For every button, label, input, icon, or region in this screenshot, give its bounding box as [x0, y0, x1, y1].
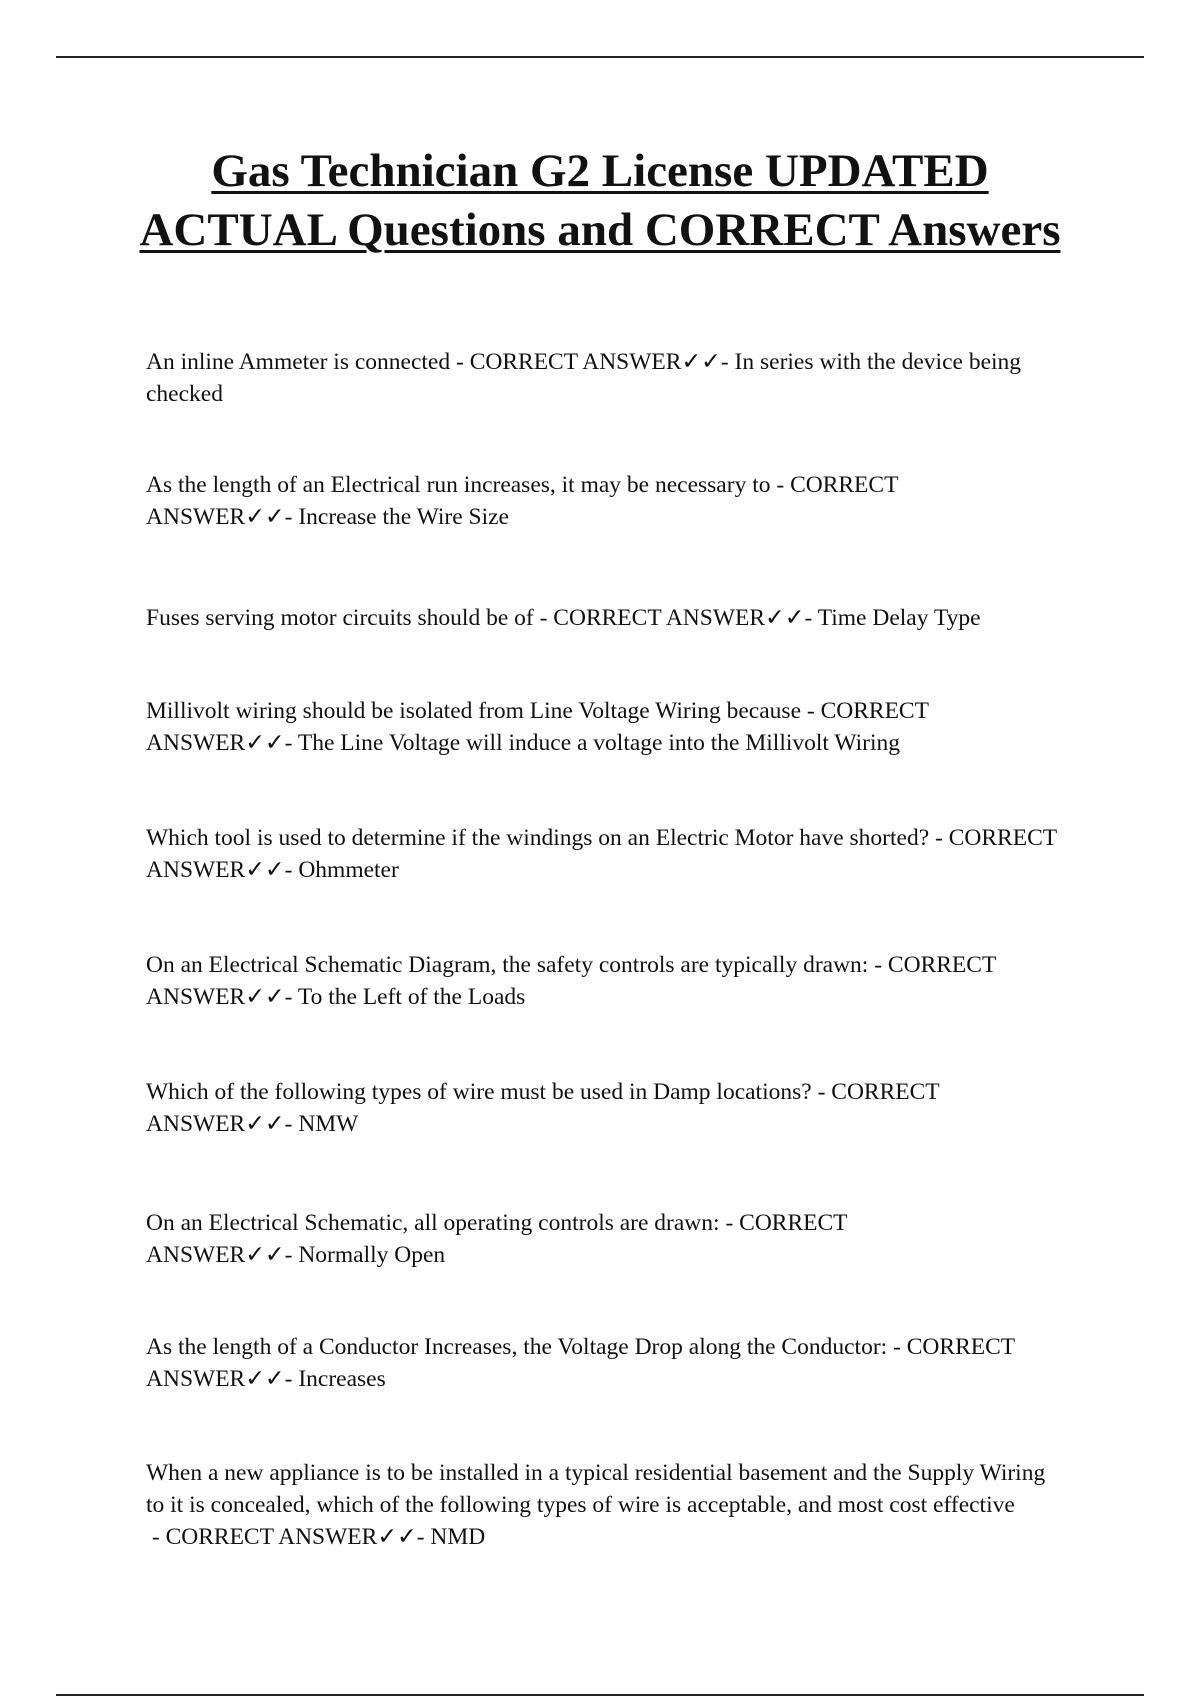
qa-item: An inline Ammeter is connected - CORRECT ANSWER✓✓- In series with the device being checked	[146, 349, 1022, 407]
question-text: Fuses serving motor circuits should be of	[146, 605, 534, 631]
answer-text: To the Left of the Loads	[297, 984, 526, 1010]
correct-answer-marker: CORRECT ANSWER✓✓	[146, 472, 899, 530]
answer-text: In series with the device being checked	[146, 349, 1022, 407]
correct-answer-marker: CORRECT ANSWER✓✓	[146, 1334, 1015, 1392]
question-text: Millivolt wiring should be isolated from Line Voltage Wiring because	[146, 698, 801, 724]
question-text: An inline Ammeter is connected	[146, 349, 451, 375]
question-text: As the length of a Conductor Increases, the Voltage Drop along the Conductor:	[146, 1334, 888, 1360]
qa-item: On an Electrical Schematic Diagram, the safety controls are typically drawn: - CORRECT ANSWER✓✓- To the Left of the Loads	[146, 952, 996, 1010]
answer-text: Increase the Wire Size	[298, 504, 509, 530]
correct-answer-marker: CORRECT ANSWER✓✓	[146, 1079, 940, 1137]
question-text: As the length of an Electrical run increases, it may be necessary to	[146, 472, 771, 498]
correct-answer-marker: CORRECT ANSWER✓✓	[146, 1210, 848, 1268]
question-text: When a new appliance is to be installed in a typical residential basement and the Supply Wiring to it is concealed, which of the following types of wire is acceptable, and most cost effective	[146, 1460, 1046, 1518]
top-rule	[56, 56, 1144, 58]
answer-text: NMW	[298, 1111, 359, 1137]
qa-item: Millivolt wiring should be isolated from Line Voltage Wiring because - CORRECT ANSWER✓✓- The Line Voltage will induce a voltage into the Millivolt Wiring	[146, 698, 929, 756]
answer-text: NMD	[430, 1524, 486, 1550]
qa-item: On an Electrical Schematic, all operating controls are drawn: - CORRECT ANSWER✓✓- Normally Open	[146, 1210, 848, 1268]
qa-item: Which of the following types of wire must be used in Damp locations? - CORRECT ANSWER✓✓- NMW	[146, 1079, 940, 1137]
question-text: Which tool is used to determine if the windings on an Electric Motor have shorted?	[146, 825, 930, 851]
qa-item: When a new appliance is to be installed in a typical residential basement and the Supply Wiring to it is concealed, which of the following types of wire is acceptable, and most cost effective - CORRECT ANSWER✓✓- NMD	[146, 1460, 1046, 1550]
correct-answer-marker: CORRECT ANSWER✓✓	[146, 952, 996, 1010]
question-text: On an Electrical Schematic Diagram, the safety controls are typically drawn:	[146, 952, 869, 978]
qa-item: As the length of an Electrical run increases, it may be necessary to - CORRECT ANSWER✓✓- Increase the Wire Size	[146, 472, 899, 530]
bottom-rule	[56, 1694, 1144, 1696]
correct-answer-marker: CORRECT ANSWER✓✓	[165, 1524, 417, 1550]
qa-item: Which tool is used to determine if the windings on an Electric Motor have shorted? - CORRECT ANSWER✓✓- Ohmmeter	[146, 825, 1057, 883]
question-text: On an Electrical Schematic, all operating controls are drawn:	[146, 1210, 720, 1236]
correct-answer-marker: CORRECT ANSWER✓✓	[146, 825, 1057, 883]
answer-text: The Line Voltage will induce a voltage into the Millivolt Wiring	[297, 730, 901, 756]
correct-answer-marker: CORRECT ANSWER✓✓	[469, 349, 721, 375]
answer-text: Ohmmeter	[298, 857, 399, 883]
correct-answer-marker: CORRECT ANSWER✓✓	[553, 605, 805, 631]
answer-text: Normally Open	[298, 1242, 446, 1268]
correct-answer-marker: CORRECT ANSWER✓✓	[146, 698, 929, 756]
answer-text: Increases	[298, 1366, 386, 1392]
qa-item: Fuses serving motor circuits should be of - CORRECT ANSWER✓✓- Time Delay Type	[146, 605, 981, 631]
qa-item: As the length of a Conductor Increases, the Voltage Drop along the Conductor: - CORRECT ANSWER✓✓- Increases	[146, 1334, 1015, 1392]
answer-text: Time Delay Type	[817, 605, 981, 631]
question-text: Which of the following types of wire must be used in Damp locations?	[146, 1079, 812, 1105]
document-title: Gas Technician G2 License UPDATED ACTUAL Questions and CORRECT Answers	[139, 145, 1061, 256]
